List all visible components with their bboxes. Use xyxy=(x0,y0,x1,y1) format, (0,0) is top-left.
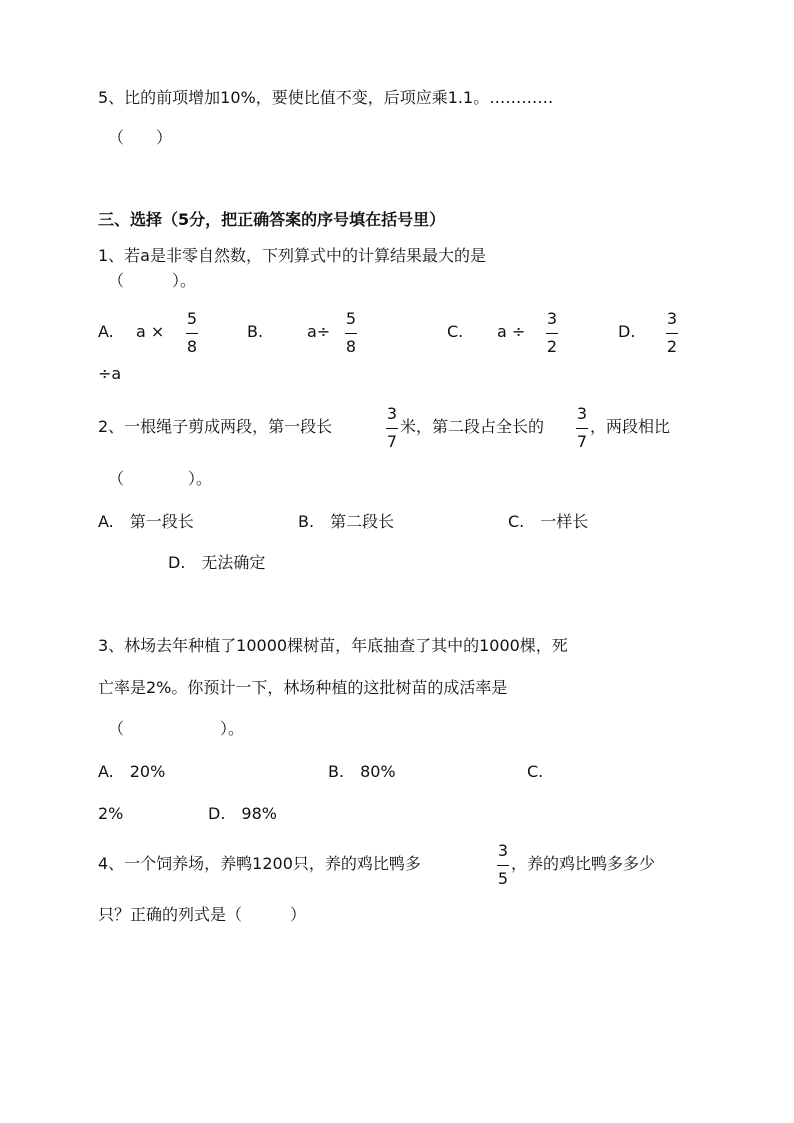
question-3-line-2: 亡率是2%。你预计一下，林场种植的这批树苗的成活率是 xyxy=(98,678,508,697)
answer-parentheses: （ ）。 xyxy=(108,469,213,488)
option-a-expression: a × xyxy=(136,322,165,341)
option-d-tail: ÷a xyxy=(98,364,122,383)
question-4-line-2: 只？正确的列式是（ ） xyxy=(98,905,307,924)
option-c-value: 2% xyxy=(98,804,124,823)
option-d-label: D. xyxy=(618,322,636,341)
answer-parentheses: （ ）。 xyxy=(108,719,245,738)
answer-parentheses: （ ） xyxy=(108,128,173,147)
fraction-bar xyxy=(576,428,588,429)
fraction-denominator: 7 xyxy=(386,432,398,451)
section-heading: 三、选择（5分，把正确答案的序号填在括号里） xyxy=(98,210,446,229)
fraction-denominator: 2 xyxy=(666,337,678,356)
option-b: B. 第二段长 xyxy=(298,512,395,531)
option-d-fraction xyxy=(666,311,678,355)
question-5-text: 5、比的前项增加10%，要使比值不变，后项应乘1.1。………… xyxy=(98,88,554,107)
option-a-fraction xyxy=(186,311,198,355)
fraction-numerator: 3 xyxy=(386,404,398,423)
fraction-denominator: 8 xyxy=(345,337,357,356)
question-2-fraction-2 xyxy=(576,406,588,450)
question-2-text-part2: 米，第二段占全长的 xyxy=(400,417,545,436)
question-2-fraction-1 xyxy=(386,406,398,450)
option-a: A. 第一段长 xyxy=(98,512,194,531)
answer-parentheses: （ ）。 xyxy=(108,271,197,290)
fraction-denominator: 7 xyxy=(576,432,588,451)
question-4-text-part2: ，养的鸡比鸭多多少 xyxy=(511,854,656,873)
fraction-bar xyxy=(386,428,398,429)
fraction-numerator: 3 xyxy=(666,309,678,328)
option-d: D. 98% xyxy=(208,804,277,823)
question-4-text-part1: 4、一个饲养场，养鸭1200只，养的鸡比鸭多 xyxy=(98,854,421,873)
option-b-fraction xyxy=(345,311,357,355)
question-1-text: 1、若a是非零自然数，下列算式中的计算结果最大的是 xyxy=(98,246,486,265)
option-a: A. 20% xyxy=(98,762,166,781)
option-d: D. 无法确定 xyxy=(168,553,266,572)
fraction-bar xyxy=(497,865,509,866)
question-2-text-part1: 2、一根绳子剪成两段，第一段长 xyxy=(98,417,333,436)
option-c-fraction xyxy=(546,311,558,355)
fraction-bar xyxy=(186,333,198,334)
fraction-numerator: 3 xyxy=(576,404,588,423)
fraction-numerator: 5 xyxy=(345,309,357,328)
fraction-numerator: 3 xyxy=(546,309,558,328)
option-a-label: A. xyxy=(98,322,114,341)
option-b-expression: a÷ xyxy=(307,322,331,341)
fraction-bar xyxy=(546,333,558,334)
option-c-expression: a ÷ xyxy=(497,322,526,341)
question-2-text-part3: ，两段相比 xyxy=(590,417,671,436)
fraction-denominator: 5 xyxy=(497,869,509,888)
option-b: B. 80% xyxy=(328,762,396,781)
fraction-bar xyxy=(345,333,357,334)
fraction-numerator: 3 xyxy=(497,841,509,860)
option-c-label: C. xyxy=(447,322,464,341)
option-c-label: C. xyxy=(527,762,544,781)
fraction-numerator: 5 xyxy=(186,309,198,328)
question-4-fraction xyxy=(497,843,509,887)
option-b-label: B. xyxy=(247,322,264,341)
option-c: C. 一样长 xyxy=(508,512,589,531)
fraction-denominator: 8 xyxy=(186,337,198,356)
fraction-denominator: 2 xyxy=(546,337,558,356)
fraction-bar xyxy=(666,333,678,334)
question-3-line-1: 3、林场去年种植了10000棵树苗，年底抽查了其中的1000棵，死 xyxy=(98,636,568,655)
